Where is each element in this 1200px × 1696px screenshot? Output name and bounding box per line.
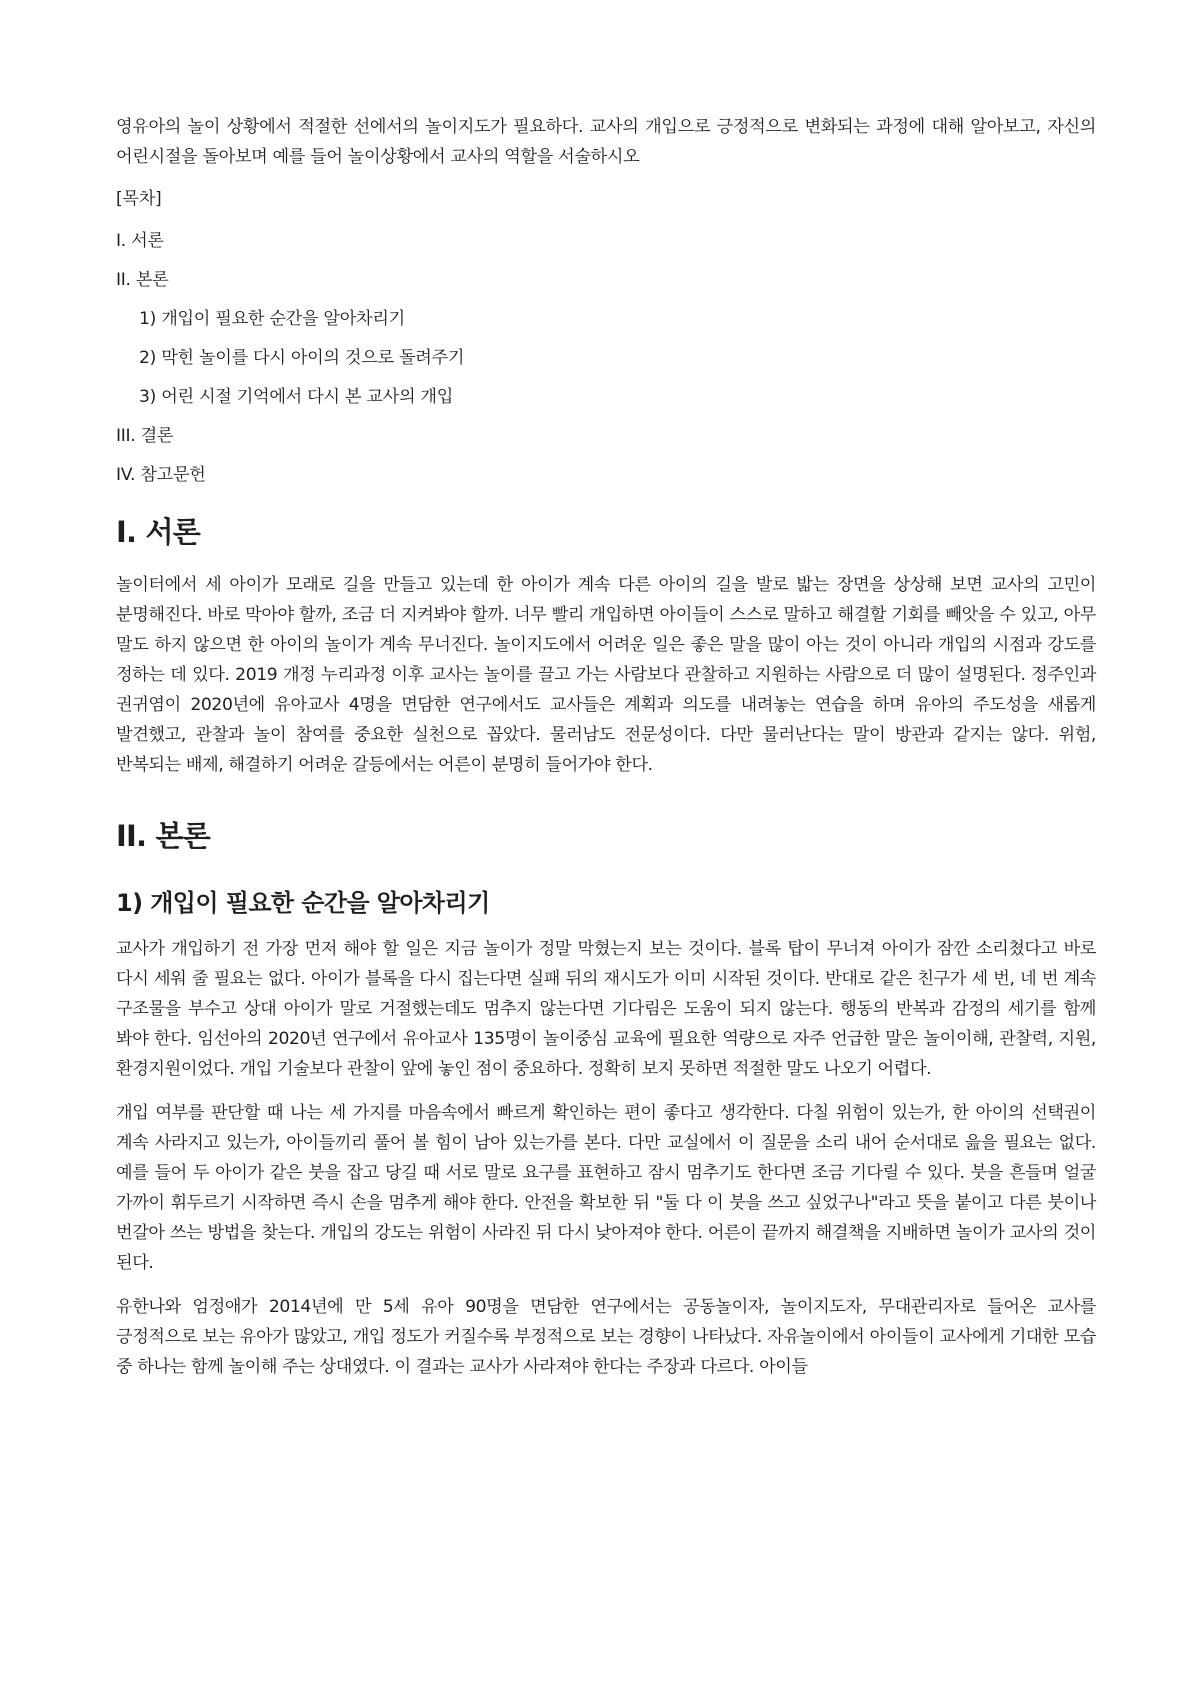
body-paragraph: 교사가 개입하기 전 가장 먼저 해야 할 일은 지금 놀이가 정말 막혔는지 보는 것이다. 블록 탑이 무너져 아이가 잠깐 소리쳤다고 바로 다시 세워 줄 필요는 없다. 아이가 블록을 다시 집는다면 실패 뒤의 재시도가 이미 시작된 것이다. 반대로 같은 친구가 세 번, 네 번 계속 구조물을 부수고 상대 아이가 말로 거절했는데도 멈추지 않는다면 기다림은 도움이 되지 않는다. 행동의 반복과 감정의 세기를 함께 봐야 한다. 임선아의 2020년 연구에서 유아교사 135명이 놀이중심 교육에 필요한 역량으로 자주 언급한 말은 놀이이해, 관찰력, 지원, 환경지원이었다. 개입 기술보다 관찰이 앞에 놓인 점이 중요하다. 정확히 보지 못하면 적절한 말도 나오기 어렵다. xyxy=(116,939,1096,1079)
toc-heading: [목차] xyxy=(116,189,162,209)
toc-list xyxy=(116,226,1096,490)
toc-item-body-1: 1) 개입이 필요한 순간을 알아차리기 xyxy=(139,309,405,329)
toc-item-references: IV. 참고문헌 xyxy=(116,465,206,485)
subsection-heading-1: 1) 개입이 필요한 순간을 알아차리기 xyxy=(116,889,490,917)
toc-item-body-3: 3) 어린 시절 기억에서 다시 본 교사의 개입 xyxy=(139,387,454,407)
section-heading-body: II. 본론 xyxy=(116,819,210,853)
body-paragraph: 개입 여부를 판단할 때 나는 세 가지를 마음속에서 빠르게 확인하는 편이 좋다고 생각한다. 다칠 위험이 있는가, 한 아이의 선택권이 계속 사라지고 있는가, 아이들끼리 풀어 볼 힘이 남아 있는가를 본다. 다만 교실에서 이 질문을 소리 내어 순서대로 읊을 필요는 없다. 예를 들어 두 아이가 같은 붓을 잡고 당길 때 서로 말로 요구를 표현하고 잠시 멈추기도 한다면 조금 기다릴 수 있다. 붓을 흔들며 얼굴 가까이 휘두르기 시작하면 즉시 손을 멈추게 해야 한다. 안전을 확보한 뒤 "둘 다 이 붓을 쓰고 싶었구나"라고 뜻을 붙이고 다른 붓이나 번갈아 쓰는 방법을 찾는다. 개입의 강도는 위험이 사라진 뒤 다시 낮아져야 한다. 어른이 끝까지 해결책을 지배하면 놀이가 교사의 것이 된다. xyxy=(116,1103,1096,1273)
toc-item-intro: I. 서론 xyxy=(116,231,164,251)
table-of-contents xyxy=(116,184,1096,490)
intro-paragraph: 놀이터에서 세 아이가 모래로 길을 만들고 있는데 한 아이가 계속 다른 아이의 길을 발로 밟는 장면을 상상해 보면 교사의 고민이 분명해진다. 바로 막아야 할까, 조금 더 지켜봐야 할까. 너무 빨리 개입하면 아이들이 스스로 말하고 해결할 기회를 빼앗을 수 있고, 아무 말도 하지 않으면 한 아이의 놀이가 계속 무너진다. 놀이지도에서 어려운 일은 좋은 말을 많이 아는 것이 아니라 개입의 시점과 강도를 정하는 데 있다. 2019 개정 누리과정 이후 교사는 놀이를 끌고 가는 사람보다 관찰하고 지원하는 사람으로 더 많이 설명된다. 정주인과 권귀염이 2020년에 유아교사 4명을 면담한 연구에서도 교사들은 계획과 의도를 내려놓는 연습을 하며 유아의 주도성을 새롭게 발견했고, 관찰과 놀이 참여를 중요한 실천으로 꼽았다. 물러남도 전문성이다. 다만 물러난다는 말이 방관과 같지는 않다. 위험, 반복되는 배제, 해결하기 어려운 갈등에서는 어른이 분명히 들어가야 한다. xyxy=(116,575,1096,775)
assignment-question: 영유아의 놀이 상황에서 적절한 선에서의 놀이지도가 필요하다. 교사의 개입으로 긍정적으로 변화되는 과정에 대해 알아보고, 자신의 어린시절을 돌아보며 예를 들어 놀이상황에서 교사의 역할을 서술하시오 xyxy=(116,117,1096,167)
section-heading-intro: I. 서론 xyxy=(116,515,200,549)
toc-item-body: II. 본론 xyxy=(116,270,169,290)
toc-item-conclusion: III. 결론 xyxy=(116,426,174,446)
document-page xyxy=(116,112,1096,1396)
body-paragraph: 유한나와 엄정애가 2014년에 만 5세 유아 90명을 면담한 연구에서는 공동놀이자, 놀이지도자, 무대관리자로 들어온 교사를 긍정적으로 보는 유아가 많았고, 개입 정도가 커질수록 부정적으로 보는 경향이 나타났다. 자유놀이에서 아이들이 교사에게 기대한 모습 중 하나는 함께 놀이해 주는 상대였다. 이 결과는 교사가 사라져야 한다는 주장과 다르다. 아이들 xyxy=(116,1297,1096,1377)
toc-item-body-2: 2) 막힌 놀이를 다시 아이의 것으로 돌려주기 xyxy=(139,348,465,368)
